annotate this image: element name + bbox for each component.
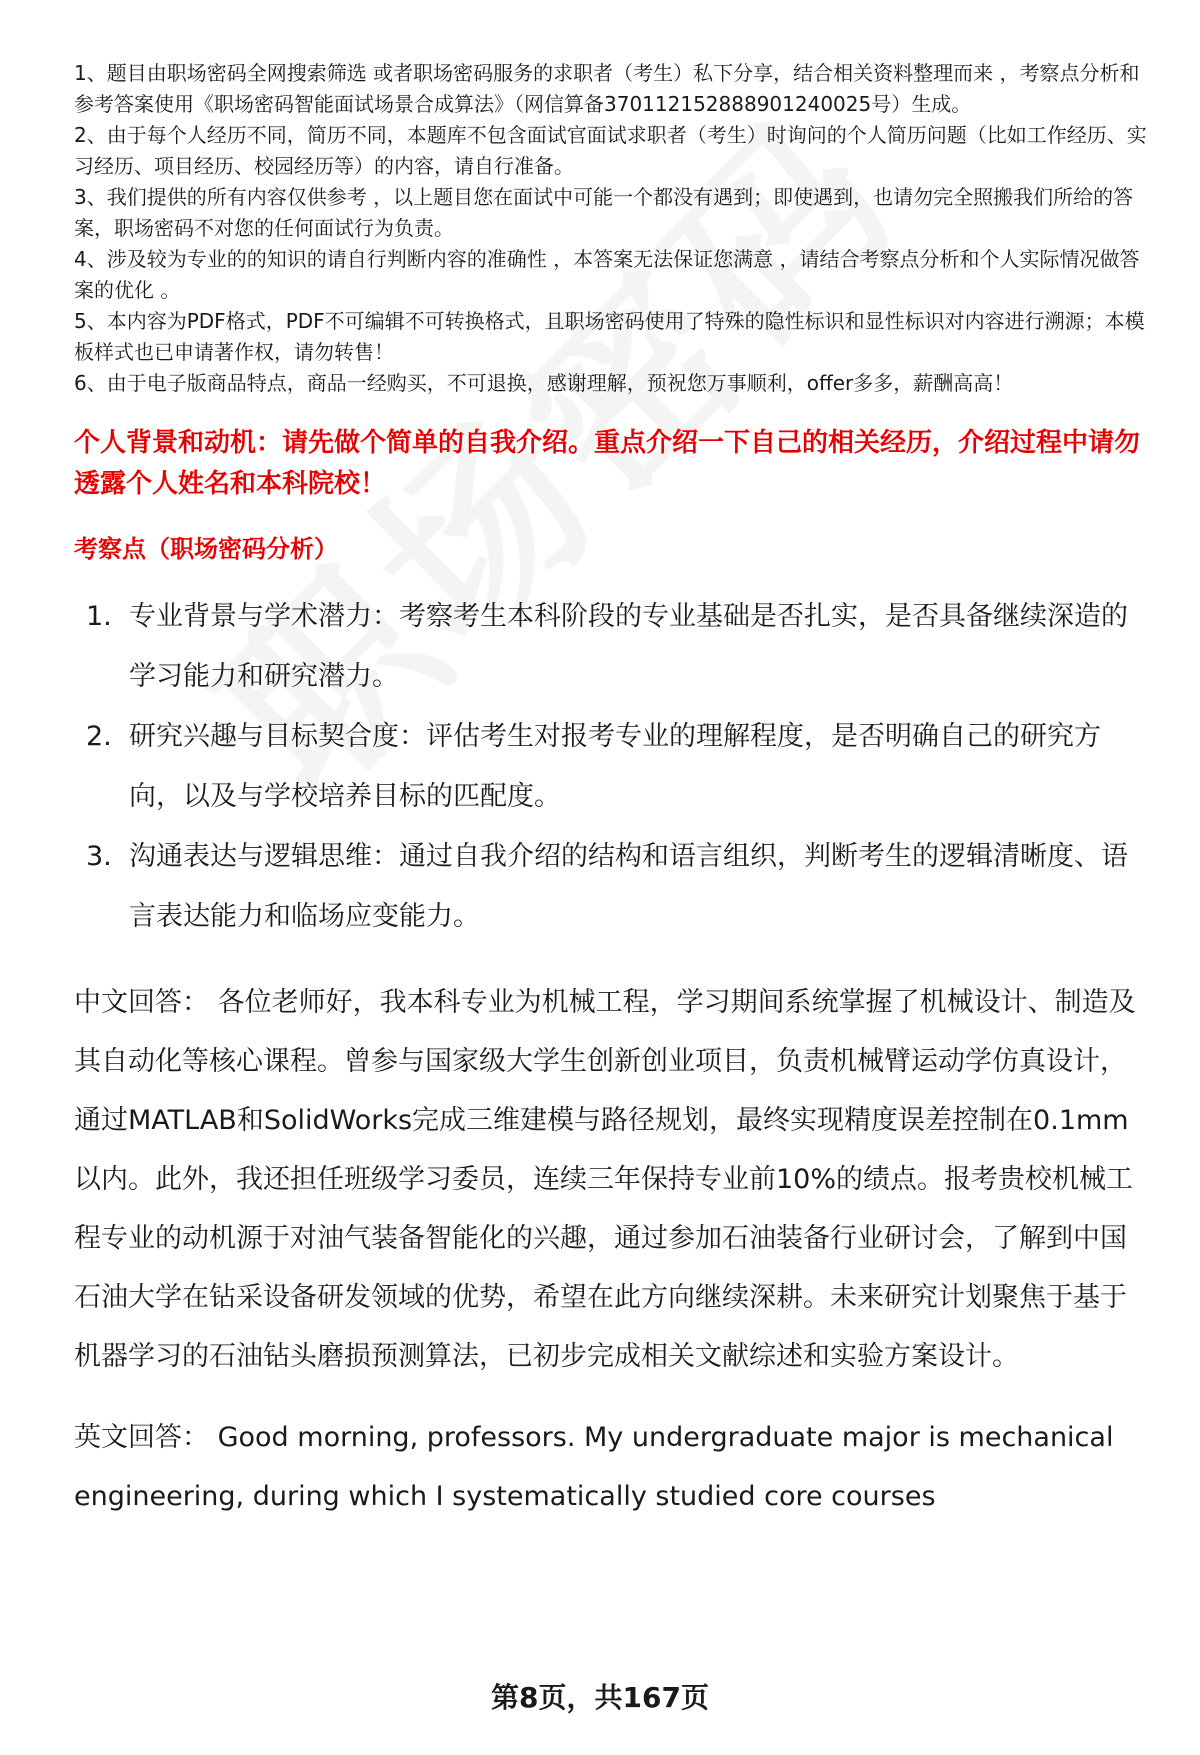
analysis-title: 考察点（职场密码分析） [74,535,338,563]
point-text: 沟通表达与逻辑思维：通过自我介绍的结构和语言组织，判断考生的逻辑清晰度、语言表达能力和临场应变能力。 [129,841,1128,932]
point-number: 3. [86,841,112,872]
notes-list [74,58,1152,399]
point-number: 1. [86,601,112,632]
analysis-point [74,707,1152,827]
question-heading: 个人背景和动机：请先做个简单的自我介绍。重点介绍一下自己的相关经历，介绍过程中请勿透露个人姓名和本科院校！ [74,428,1141,499]
analysis-points [74,587,1152,947]
note-item: 2、由于每个人经历不同，简历不同，本题库不包含面试官面试求职者（考生）时询问的个人简历问题（比如工作经历、实习经历、项目经历、校园经历等）的内容，请自行准备。 [74,123,1147,178]
answer-english: 英文回答： Good morning, professors. My undergraduate major is mechanical engineering, during which I systematically studied core courses [74,1422,1114,1512]
analysis-point [74,587,1152,707]
note-item: 1、题目由职场密码全网搜索筛选 或者职场密码服务的求职者（考生）私下分享，结合相关资料整理而来 ，考察点分析和参考答案使用《职场密码智能面试场景合成算法》（网信算备370112152888901240025号）生成。 [74,61,1140,116]
answer-chinese: 中文回答： 各位老师好，我本科专业为机械工程，学习期间系统掌握了机械设计、制造及其自动化等核心课程。曾参与国家级大学生创新创业项目，负责机械臂运动学仿真设计，通过MATLAB和SolidWorks完成三维建模与路径规划，最终实现精度误差控制在0.1mm以内。此外，我还担任班级学习委员，连续三年保持专业前10%的绩点。报考贵校机械工程专业的动机源于对油气装备智能化的兴趣，通过参加石油装备行业研讨会，了解到中国石油大学在钻采设备研发领域的优势，希望在此方向继续深耕。未来研究计划聚焦于基于机器学习的石油钻头磨损预测算法，已初步完成相关文献综述和实验方案设计。 [74,987,1136,1372]
point-text: 专业背景与学术潜力：考察考生本科阶段的专业基础是否扎实，是否具备继续深造的学习能力和研究潜力。 [129,601,1128,692]
analysis-point [74,827,1152,947]
note-item: 3、我们提供的所有内容仅供参考 ，以上题目您在面试中可能一个都没有遇到；即使遇到，也请勿完全照搬我们所给的答案，职场密码不对您的任何面试行为负责。 [74,185,1134,240]
note-item: 4、涉及较为专业的的知识的请自行判断内容的准确性 ，本答案无法保证您满意 ，请结合考察点分析和个人实际情况做答案的优化 。 [74,247,1140,302]
point-text: 研究兴趣与目标契合度：评估考生对报考专业的理解程度，是否明确自己的研究方向，以及与学校培养目标的匹配度。 [129,721,1101,812]
page-number-footer: 第8页，共167页 [491,1681,709,1714]
point-number: 2. [86,721,112,752]
note-item: 5、本内容为PDF格式，PDF不可编辑不可转换格式，且职场密码使用了特殊的隐性标识和显性标识对内容进行溯源；本模板样式也已申请著作权，请勿转售！ [74,309,1145,364]
page-content [74,58,1152,1526]
note-item: 6、由于电子版商品特点，商品一经购买，不可退换，感谢理解，预祝您万事顺利，offer多多，薪酬高高！ [74,371,1014,395]
